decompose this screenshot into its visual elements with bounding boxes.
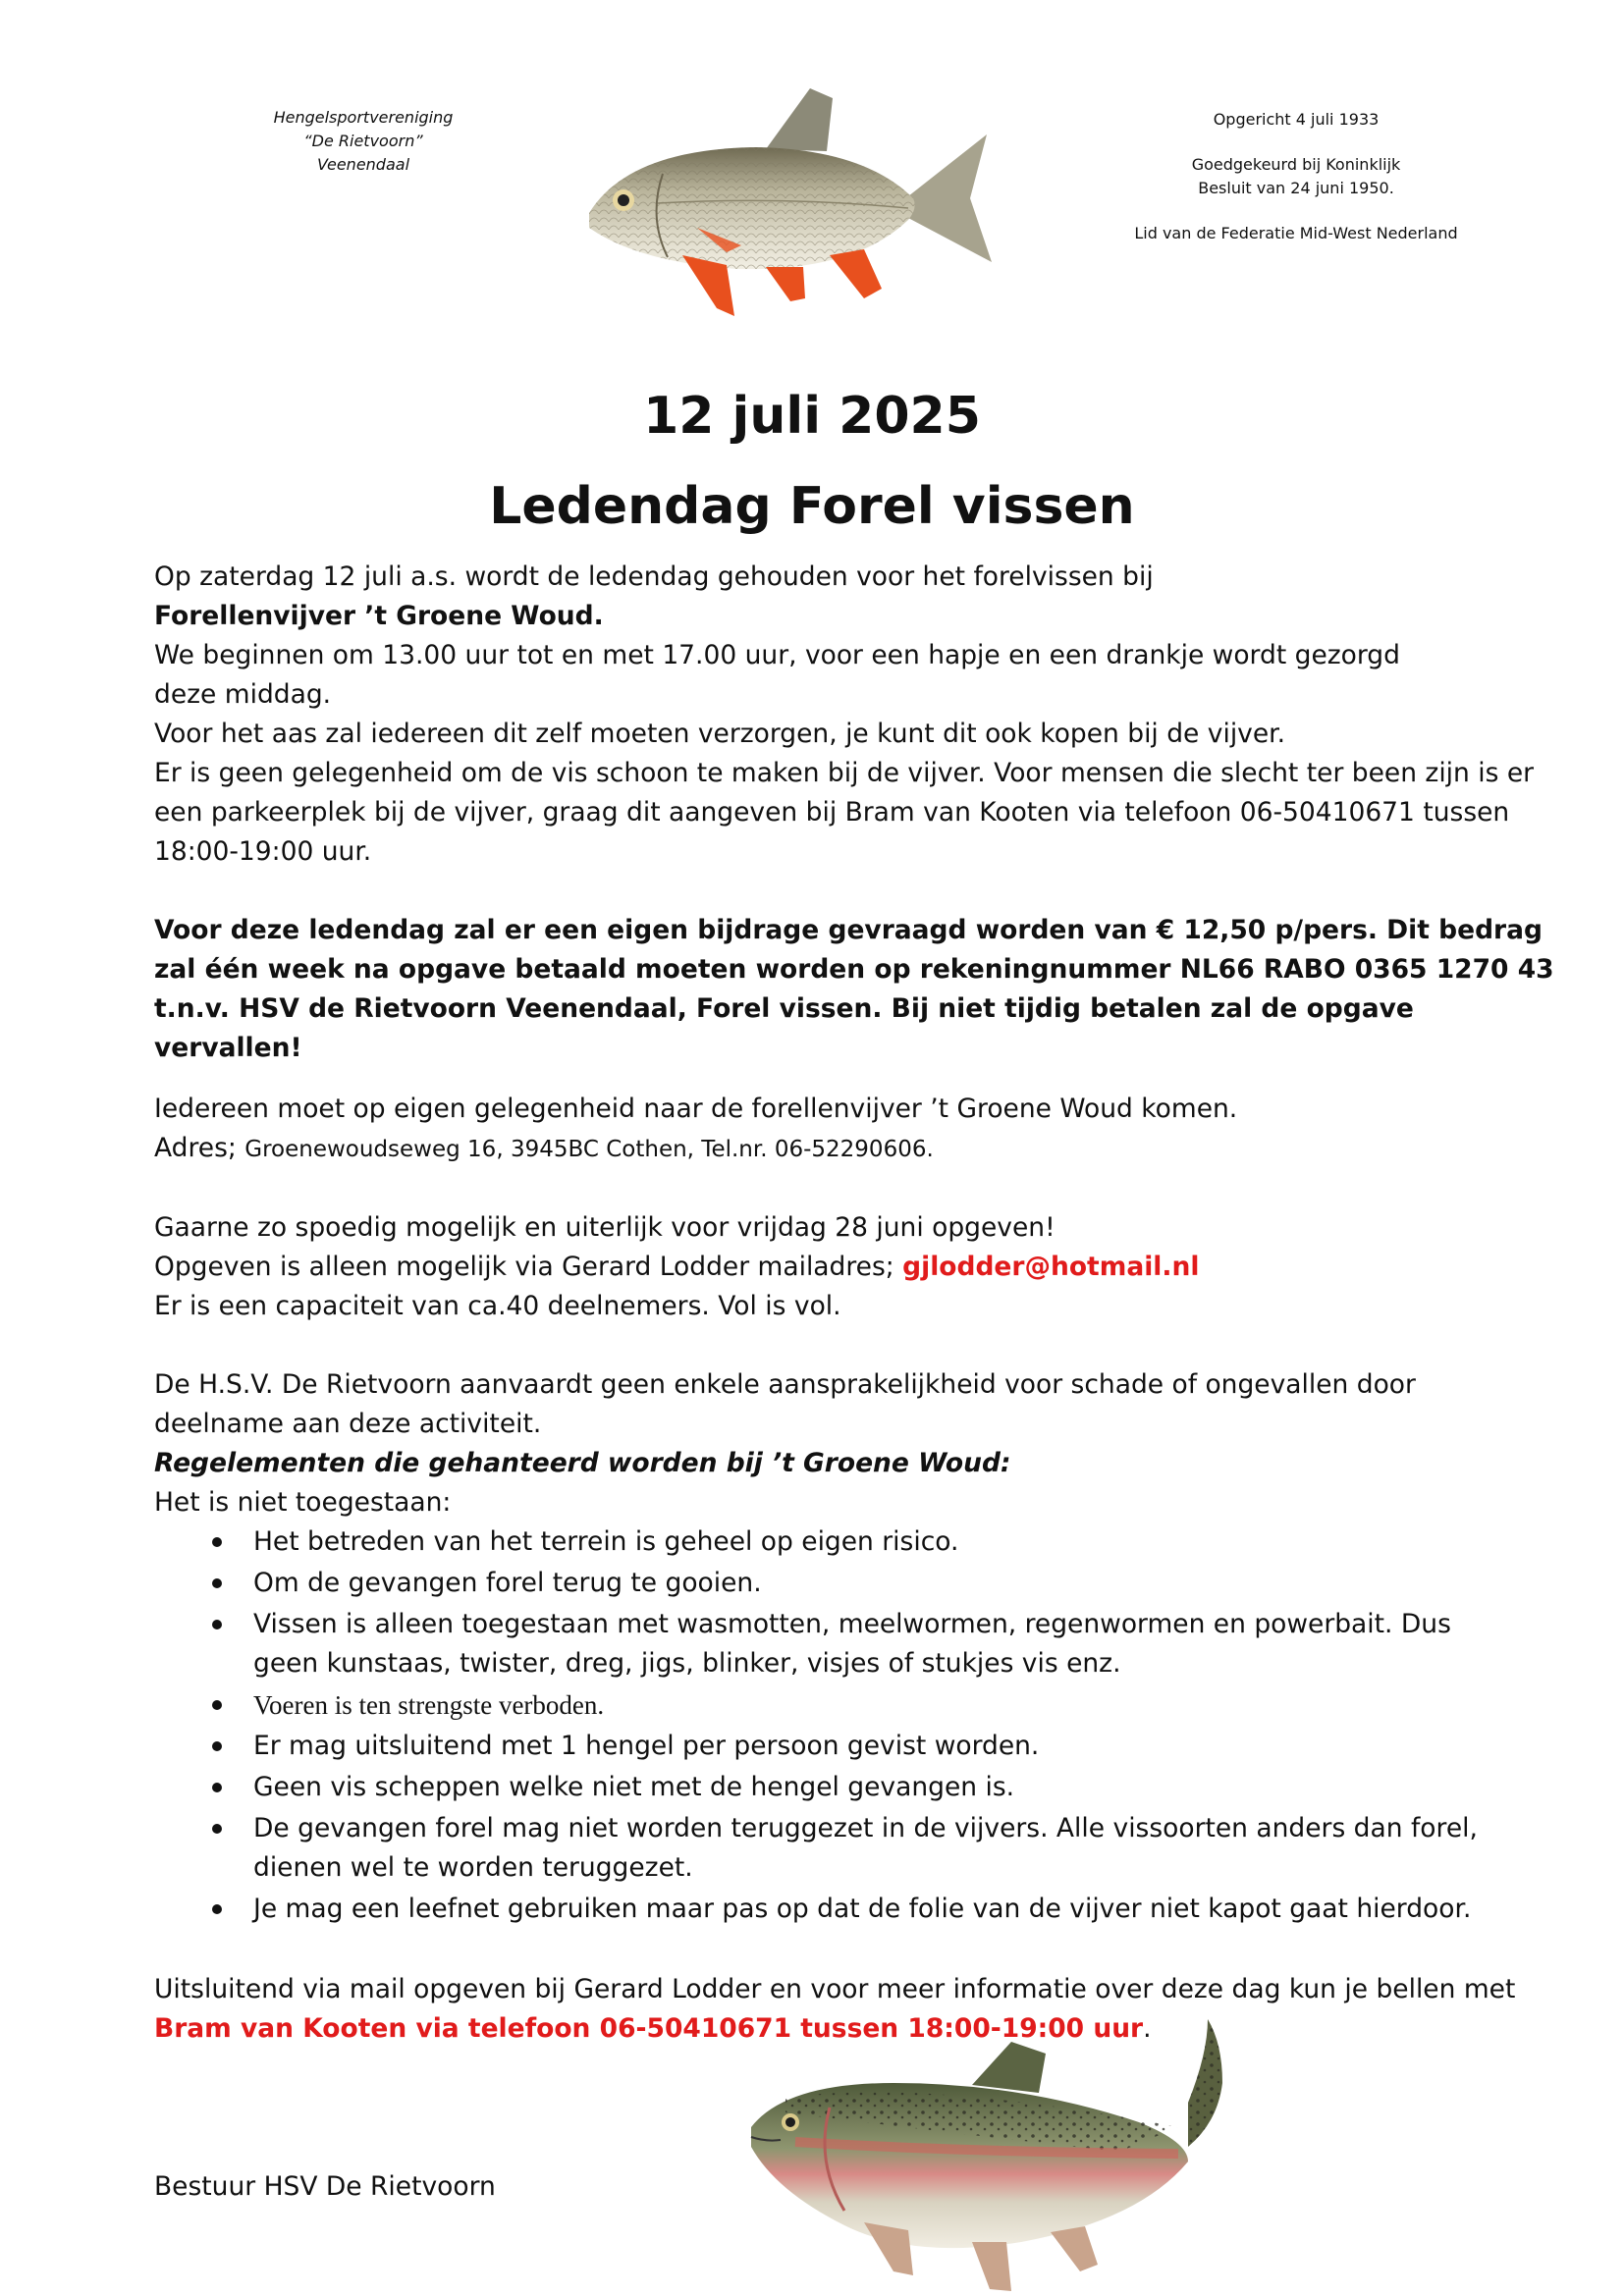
rule-item: Geen vis scheppen welke niet met de hengel gevangen is. <box>253 1768 1568 1807</box>
capacity-info: Er is een capaciteit van ca.40 deelnemers. Vol is vol. <box>154 1291 841 1321</box>
intro-line: Op zaterdag 12 juli a.s. wordt de ledendag gehouden voor het forelvissen bij <box>154 561 1154 592</box>
club-name-line: Hengelsportvereniging <box>273 108 454 127</box>
rule-item: Voeren is ten strengste verboden. <box>253 1685 1568 1725</box>
royal-approval-line: Goedgekeurd bij Koninklijk <box>1191 155 1401 174</box>
bait-info: Voor het aas zal iedereen dit zelf moeten verzorgen, je kunt dit ook kopen bij de vijver. <box>154 719 1286 749</box>
rule-item: Om de gevangen forel terug te gooien. <box>253 1564 1568 1603</box>
club-name-line: “De Rietvoorn” <box>303 132 423 150</box>
parking-info: Er is geen gelegenheid om de vis schoon te maken bij de vijver. Voor mensen die slecht ter been zijn is er een parkeerplek bij de vijver, graag dit aangeven bij Bram van Kooten via telefoon 06-50410671 tussen 18:00-19:00 uur. <box>154 758 1535 867</box>
royal-approval-line: Besluit van 24 juni 1950. <box>1198 179 1394 197</box>
travel-info: Iedereen moet op eigen gelegenheid naar de forellenvijver ’t Groene Woud komen. <box>154 1094 1238 1124</box>
rule-item: Je mag een leefnet gebruiken maar pas op dat de folie van de vijver niet kapot gaat hierdoor. <box>253 1890 1568 1929</box>
email-link[interactable]: gjlodder@hotmail.nl <box>902 1252 1200 1282</box>
roach-fish-icon <box>569 80 1001 326</box>
club-info-block <box>1090 108 1502 245</box>
rules-intro: Het is niet toegestaan: <box>154 1487 452 1518</box>
closing-line: Uitsluitend via mail opgeven bij Gerard Lodder en voor meer informatie over deze dag kun je bellen met <box>154 1974 1516 2004</box>
founded-date: Opgericht 4 juli 1933 <box>1213 110 1380 129</box>
club-name-block <box>226 106 501 177</box>
event-title: Ledendag Forel vissen <box>489 477 1135 536</box>
event-date-title: 12 juli 2025 <box>643 387 981 446</box>
rules-heading: Regelementen die gehanteerd worden bij ’t Groene Woud: <box>154 1448 1011 1478</box>
liability-notice: De H.S.V. De Rietvoorn aanvaardt geen enkele aansprakelijkheid voor schade of ongevallen door deelname aan deze activiteit. <box>154 1369 1416 1439</box>
federation-membership: Lid van de Federatie Mid-West Nederland <box>1134 224 1458 242</box>
rules-list <box>154 1522 1568 1929</box>
rule-item: Het betreden van het terrein is geheel op eigen risico. <box>253 1522 1568 1562</box>
address-label: Adres; <box>154 1133 245 1163</box>
trout-fish-icon <box>727 2014 1237 2296</box>
signup-deadline: Gaarne zo spoedig mogelijk en uiterlijk voor vrijdag 28 juni opgeven! <box>154 1212 1056 1243</box>
flyer-body <box>154 558 1568 2049</box>
address-value: Groenewoudseweg 16, 3945BC Cothen, Tel.nr. 06-52290606. <box>244 1137 934 1162</box>
time-info: We beginnen om 13.00 uur tot en met 17.00 uur, voor een hapje en een drankje wordt gezorgd deze middag. <box>154 640 1400 710</box>
payment-notice: Voor deze ledendag zal er een eigen bijdrage gevraagd worden van € 12,50 p/pers. Dit bedrag zal één week na opgave betaald moeten worden op rekeningnummer NL66 RABO 0365 1270 43 t.n.v. HSV de Rietvoorn Veenendaal, Forel vissen. Bij niet tijdig betalen zal de opgave vervallen! <box>154 915 1554 1063</box>
club-name-line: Veenendaal <box>316 155 410 174</box>
rule-item: Er mag uitsluitend met 1 hengel per persoon gevist worden. <box>253 1727 1568 1766</box>
board-signoff: Bestuur HSV De Rietvoorn <box>154 2171 496 2202</box>
venue-name: Forellenvijver ’t Groene Woud. <box>154 601 604 631</box>
rule-item: De gevangen forel mag niet worden teruggezet in de vijvers. Alle vissoorten anders dan forel, dienen wel te worden teruggezet. <box>253 1809 1549 1888</box>
signup-via <box>154 1248 1568 1287</box>
signup-via-text: Opgeven is alleen mogelijk via Gerard Lodder mailadres; <box>154 1252 903 1282</box>
contact-highlight: Bram van Kooten via telefoon 06-50410671 tussen 18:00-19:00 uur <box>154 2013 1144 2044</box>
address-line <box>154 1129 1568 1169</box>
rule-item: Vissen is alleen toegestaan met wasmotten, meelwormen, regenwormen en powerbait. Dus geen kunstaas, twister, dreg, jigs, blinker, visjes of stukjes vis enz. <box>253 1605 1481 1683</box>
closing-end: . <box>1143 2013 1152 2044</box>
